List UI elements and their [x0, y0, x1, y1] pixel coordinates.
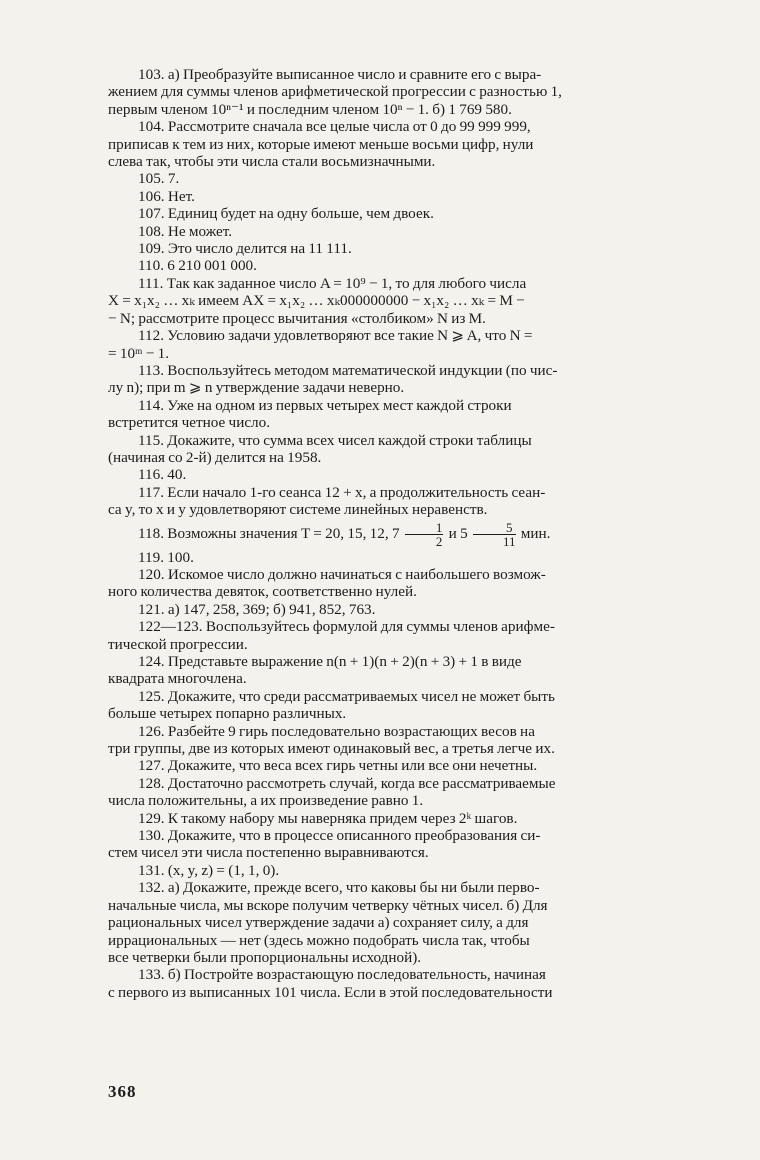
text-line: тической прогрессии. — [108, 635, 248, 653]
text-line: 103. а) Преобразуйте выписанное число и сравните его с выра- — [138, 66, 542, 83]
text-line: больше четырех попарно различных. — [108, 705, 347, 723]
text-line: 119. 100. — [138, 548, 194, 566]
fraction-numerator: 1 — [405, 521, 444, 535]
text-line: 126. Разбейте 9 гирь последовательно возрастающих весов на — [138, 722, 535, 740]
text-line: лу n); при m ⩾ n утверждение задачи неверно. — [108, 379, 405, 397]
text-line: 129. К такому набору мы наверняка придем через 2ᵏ шагов. — [138, 809, 518, 827]
fraction-one-half — [405, 521, 444, 548]
text-line: начальные числа, мы вскоре получим четверку чётных чисел. б) Для — [108, 896, 548, 914]
fraction-denominator: 2 — [435, 533, 443, 549]
text-line: 111. Так как заданное число A = 10⁹ − 1, то для любого числа — [138, 274, 527, 292]
text-line: 116. 40. — [138, 466, 187, 484]
text-line: 131. (x, y, z) = (1, 1, 0). — [138, 861, 280, 879]
text-line: 127. Докажите, что веса всех гирь четны или все они нечетны. — [138, 757, 538, 775]
text-line: X = x₁x₂ … xₖ имеем AX = x₁x₂ … xₖ000000000 − x₁x₂ … xₖ = M − — [108, 292, 525, 310]
text-line: 121. а) 147, 258, 369; б) 941, 852, 763. — [138, 600, 376, 618]
text-line: 114. Уже на одном из первых четырех мест каждой строки — [138, 396, 512, 414]
text-line: 112. Условию задачи удовлетворяют все такие N ⩾ A, что N = — [138, 327, 533, 345]
text-line: 113. Воспользуйтесь методом математической индукции (по чис- — [138, 361, 558, 379]
fraction-denominator: 11 — [502, 533, 516, 549]
text-line: 117. Если начало 1-го сеанса 12 + x, а продолжительность сеан- — [138, 483, 546, 501]
text-line: са y, то x и y удовлетворяют системе линейных неравенств. — [108, 501, 488, 519]
text-line: ного количества девяток, соответственно нулей. — [108, 583, 417, 601]
text-line: рациональных чисел утверждение задачи а) сохраняет силу, а для — [108, 914, 529, 932]
text-line: три группы, две из которых имеют одинаковый вес, а третья легче их. — [108, 740, 555, 758]
text-line: встретится четное число. — [108, 414, 271, 432]
text-line: 128. Достаточно рассмотреть случай, когда все рассматриваемые — [138, 774, 556, 792]
text-line: с первого из выписанных 101 числа. Если в этой последовательности — [108, 983, 553, 1001]
text-line: 115. Докажите, что сумма всех чисел каждой строки таблицы — [138, 431, 532, 449]
fraction-five-elevenths — [473, 521, 516, 548]
page-number: 368 — [108, 1082, 137, 1101]
text-line-118 — [108, 519, 686, 549]
text-line: 130. Докажите, что в процессе описанного преобразования си- — [138, 827, 541, 845]
line-118-mid: и 5 — [448, 524, 468, 542]
text-line: иррациональных — нет (здесь можно подобрать числа так, чтобы — [108, 931, 530, 949]
text-line: 125. Докажите, что среди рассматриваемых чисел не может быть — [138, 687, 555, 705]
text-line: приписав к тем из них, которые имеют меньше восьми цифр, нули — [108, 135, 534, 153]
text-line: 104. Рассмотрите сначала все целые числа от 0 до 99 999 999, — [138, 118, 531, 136]
text-line: числа положительны, а их произведение равно 1. — [108, 792, 424, 810]
text-line: 133. б) Постройте возрастающую последовательность, начиная — [138, 966, 546, 984]
text-line: 107. Единиц будет на одну больше, чем двоек. — [138, 205, 434, 223]
text-line: жением для суммы членов арифметической прогрессии с разностью 1, — [108, 83, 562, 101]
text-line: стем чисел эти числа постепенно выравниваются. — [108, 844, 429, 862]
text-line: 105. 7. — [138, 170, 180, 188]
text-line: слева так, чтобы эти числа стали восьмизначными. — [108, 153, 436, 171]
text-line: 106. Нет. — [138, 187, 195, 205]
text-line: = 10ᵐ − 1. — [108, 344, 170, 362]
text-line: 132. а) Докажите, прежде всего, что каковы бы ни были перво- — [138, 879, 540, 897]
text-line: 108. Не может. — [138, 222, 233, 240]
text-line: (начиная со 2-й) делится на 1958. — [108, 448, 322, 466]
text-line: первым членом 10ⁿ⁻¹ и последним членом 10ⁿ − 1. б) 1 769 580. — [108, 100, 512, 118]
text-line: 109. Это число делится на 11 111. — [138, 240, 352, 258]
line-118-prefix: 118. Возможны значения T = 20, 15, 12, 7 — [138, 524, 400, 542]
line-118-suffix: мин. — [520, 524, 551, 542]
fraction-numerator: 5 — [473, 521, 516, 535]
text-line: квадрата многочлена. — [108, 670, 247, 688]
text-line: − N; рассмотрите процесс вычитания «столбиком» N из M. — [108, 309, 486, 327]
text-line: все четверки были пропорциональны исходной). — [108, 948, 422, 966]
text-line: 122—123. Воспользуйтесь формулой для суммы членов арифме- — [138, 618, 555, 636]
text-line: 110. 6 210 001 000. — [138, 257, 257, 275]
text-line: 120. Искомое число должно начинаться с наибольшего возмож- — [138, 565, 546, 583]
text-line: 124. Представьте выражение n(n + 1)(n + 2)(n + 3) + 1 в виде — [138, 653, 522, 670]
answers-text — [108, 66, 686, 1001]
